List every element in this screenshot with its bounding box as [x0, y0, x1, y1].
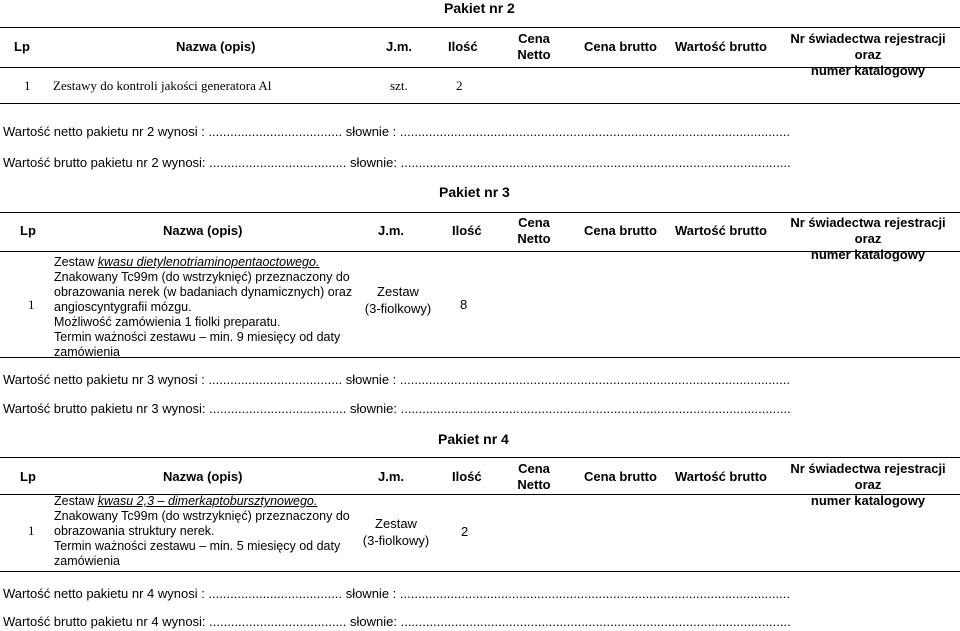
cena-label: Cena	[518, 461, 550, 476]
pakiet4-brutto-line: Wartość brutto pakietu nr 4 wynosi: ...................................... słownie: ............................................................................................................	[3, 614, 791, 629]
pakiet2-netto-line: Wartość netto pakietu nr 2 wynosi : ..................................... słownie : ............................................................................................................	[3, 124, 790, 139]
row-jm	[356, 515, 436, 549]
pakiet3-netto-line: Wartość netto pakietu nr 3 wynosi : ..................................... słownie : ............................................................................................................	[3, 372, 790, 387]
table-border	[0, 27, 960, 28]
table-border	[0, 571, 960, 572]
col-header-cena-netto	[510, 461, 558, 493]
row-ilosc: 8	[460, 297, 468, 312]
col-header-nr-swiadectwa	[776, 461, 960, 509]
pakiet4-netto-line: Wartość netto pakietu nr 4 wynosi : ..................................... słownie : ............................................................................................................	[3, 586, 790, 601]
nazwa-line: zamówienia	[54, 345, 121, 359]
table-border	[0, 212, 960, 213]
col-header-cena-brutto: Cena brutto	[584, 223, 657, 238]
pakiet3-brutto-line: Wartość brutto pakietu nr 3 wynosi: ...................................... słownie: ............................................................................................................	[3, 401, 791, 416]
nazwa-line: Znakowany Tc99m (do wstrzyknięć) przeznaczony do	[54, 509, 350, 523]
col-header-jm: J.m.	[378, 469, 405, 484]
col-header-cena-netto	[510, 215, 558, 247]
nazwa-line: Możliwość zamówienia 1 fiolki preparatu.	[54, 315, 281, 329]
row-nazwa	[54, 494, 350, 569]
col-header-nr-swiadectwa	[776, 31, 960, 79]
col-header-nazwa: Nazwa (opis)	[176, 39, 256, 54]
col-header-lp: Lp	[20, 469, 36, 484]
pakiet4-title: Pakiet nr 4	[438, 431, 509, 447]
row-ilosc: 2	[461, 524, 469, 539]
row-nazwa: Zestawy do kontroli jakości generatora Al	[53, 78, 272, 93]
col-header-jm: J.m.	[378, 223, 405, 238]
nazwa-first-line	[54, 494, 350, 509]
netto-label: Netto	[517, 47, 551, 62]
col-header-cena-brutto: Cena brutto	[584, 39, 657, 54]
col-header-nr-swiadectwa	[776, 215, 960, 263]
nr-swiadectwa-line2: numer katalogowy	[810, 63, 926, 78]
row-lp: 1	[24, 78, 31, 93]
nazwa-link: kwasu 2,3 – dimerkaptobursztynowego.	[97, 494, 318, 508]
nazwa-line: Znakowany Tc99m (do wstrzyknięć) przeznaczony do	[54, 270, 350, 284]
nr-swiadectwa-line1: Nr świadectwa rejestracji oraz	[790, 31, 946, 62]
col-header-cena-netto	[510, 31, 558, 63]
nazwa-line: obrazowania struktury nerek.	[54, 524, 215, 538]
row-lp: 1	[28, 297, 35, 312]
col-header-lp: Lp	[14, 39, 30, 54]
nazwa-line: zamówienia	[54, 554, 121, 568]
col-header-cena-brutto: Cena brutto	[584, 469, 657, 484]
nazwa-line: Termin ważności zestawu – min. 5 miesięcy od daty	[54, 539, 341, 553]
nr-swiadectwa-line1: Nr świadectwa rejestracji oraz	[790, 461, 946, 492]
nazwa-prefix: Zestaw	[54, 255, 98, 269]
netto-label: Netto	[517, 477, 551, 492]
col-header-ilosc: Ilość	[452, 223, 482, 238]
table-border	[0, 103, 960, 104]
nazwa-line: angioscyntygrafii mózgu.	[54, 300, 192, 314]
nazwa-link: kwasu dietylenotriaminopentaoctowego.	[97, 255, 320, 269]
nazwa-prefix: Zestaw	[54, 494, 98, 508]
pakiet3-title: Pakiet nr 3	[439, 184, 510, 200]
nr-swiadectwa-line2: numer katalogowy	[810, 247, 926, 262]
row-jm: szt.	[390, 78, 408, 93]
row-jm	[358, 283, 438, 317]
cena-label: Cena	[518, 215, 550, 230]
cena-label: Cena	[518, 31, 550, 46]
nr-swiadectwa-line2: numer katalogowy	[810, 493, 926, 508]
col-header-nazwa: Nazwa (opis)	[163, 223, 243, 238]
nazwa-first-line	[54, 255, 352, 270]
pakiet2-brutto-line: Wartość brutto pakietu nr 2 wynosi: ...................................... słownie: ............................................................................................................	[3, 155, 791, 170]
col-header-ilosc: Ilość	[452, 469, 482, 484]
nazwa-line: Termin ważności zestawu – min. 9 miesięcy od daty	[54, 330, 341, 344]
nr-swiadectwa-line1: Nr świadectwa rejestracji oraz	[790, 215, 946, 246]
row-nazwa	[54, 255, 352, 360]
col-header-ilosc: Ilość	[448, 39, 478, 54]
jm-line1: Zestaw	[375, 516, 417, 531]
col-header-nazwa: Nazwa (opis)	[163, 469, 243, 484]
row-lp: 1	[28, 523, 35, 538]
netto-label: Netto	[517, 231, 551, 246]
row-ilosc: 2	[456, 78, 463, 93]
col-header-wartosc-brutto: Wartość brutto	[675, 469, 767, 484]
col-header-lp: Lp	[20, 223, 36, 238]
col-header-wartosc-brutto: Wartość brutto	[675, 39, 767, 54]
nazwa-line: obrazowania nerek (w badaniach dynamicznych) oraz	[54, 285, 353, 299]
jm-line2: (3-fiolkowy)	[362, 533, 430, 548]
jm-line2: (3-fiolkowy)	[364, 301, 432, 316]
pakiet2-title: Pakiet nr 2	[444, 0, 515, 16]
table-border	[0, 457, 960, 458]
col-header-jm: J.m.	[386, 39, 413, 54]
col-header-wartosc-brutto: Wartość brutto	[675, 223, 767, 238]
jm-line1: Zestaw	[377, 284, 419, 299]
